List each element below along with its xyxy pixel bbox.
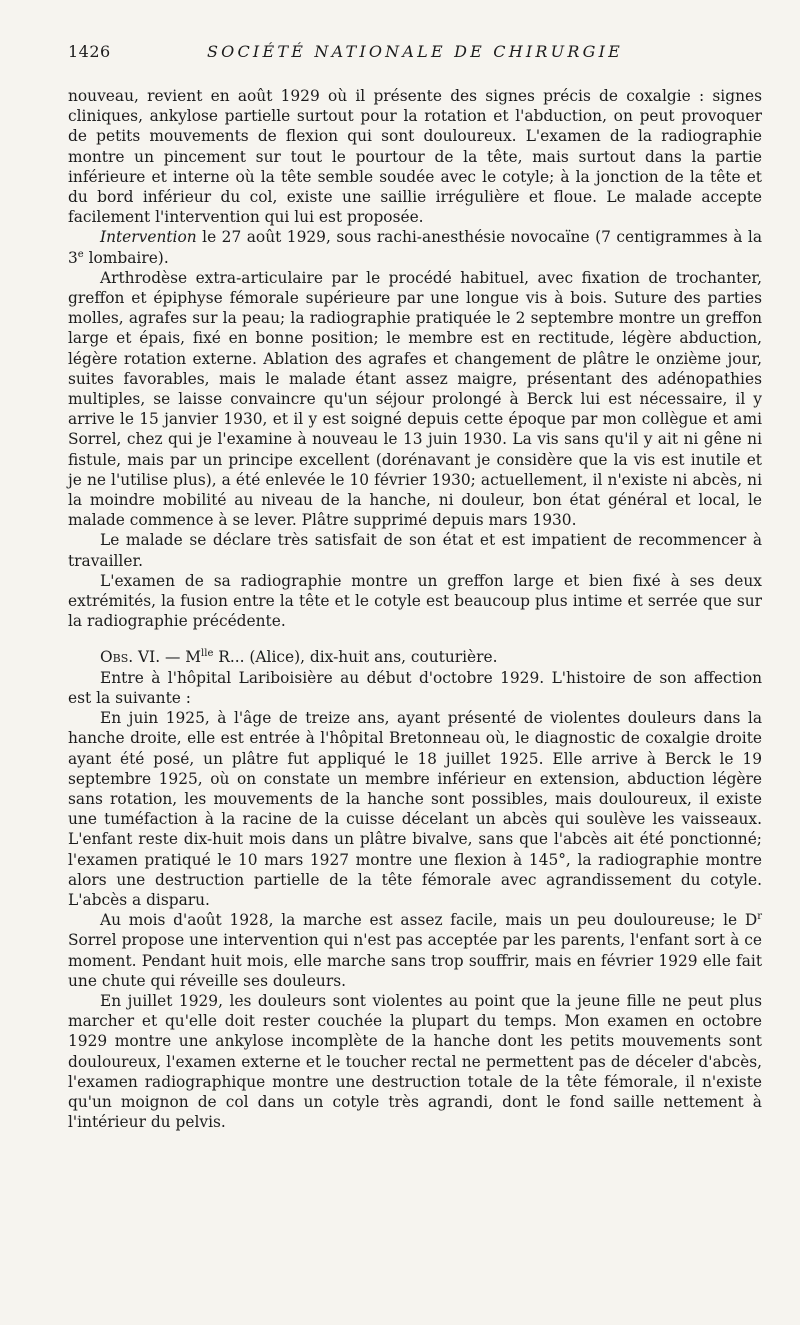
observation-label: Obs. VI.	[100, 648, 161, 667]
observation-text-b: R... (Alice), dix-huit ans, couturière.	[213, 648, 498, 667]
marche-text-a: Au mois d'août 1928, la marche est assez facile, mais un peu douloureuse; le D	[100, 911, 758, 930]
intervention-sup: e	[77, 248, 84, 260]
running-title: SOCIÉTÉ NATIONALE DE CHIRURGIE	[207, 42, 623, 61]
paragraph-entree: Entre à l'hôpital Lariboisière au début d'octobre 1929. L'histoire de son affection est la suivante :	[68, 668, 762, 707]
marche-text-b: Sorrel propose une intervention qui n'est pas acceptée par les parents, l'enfant sort à ce moment. Pendant huit mois, elle marche sans trop souffrir, mais en février 1929 elle fait une chute qui réveille ses douleurs.	[68, 931, 762, 990]
observation-heading	[68, 647, 762, 667]
paragraph-radiographie: L'examen de sa radiographie montre un greffon large et bien fixé à ses deux extrémités, la fusion entre la tête et le cotyle est beaucoup plus intime et serrée que sur la radiographie précédente.	[68, 571, 762, 631]
paragraph-historique: En juin 1925, à l'âge de treize ans, ayant présenté de violentes douleurs dans la hanche droite, elle est entrée à l'hôpital Bretonneau où, le diagnostic de coxalgie droite ayant été posé, un plâtre fut appliqué le 18 juillet 1925. Elle arrive à Berck le 19 septembre 1925, où on constate un membre inférieur en extension, abduction légère sans rotation, les mouvements de la hanche sont possibles, mais douloureux, il existe une tuméfaction à la racine de la cuisse décelant un abcès qui soulève les vaisseaux. L'enfant reste dix-huit mois dans un plâtre bivalve, sans que l'abcès ait été ponctionné; l'examen pratiqué le 10 mars 1927 montre une flexion à 145°, la radiographie montre alors une destruction partielle de la tête fémorale avec agrandissement du cotyle. L'abcès a disparu.	[68, 709, 762, 909]
intervention-text-a: le 27 août 1929, sous rachi-anesthésie novocaïne (7 centigrammes à la 3	[68, 228, 762, 267]
paragraph-douleurs: En juillet 1929, les douleurs sont violentes au point que la jeune fille ne peut plus marcher et qu'elle doit rester couchée la plupart du temps. Mon examen en octobre 1929 montre une ankylose incomplète de la hanche dont les petits mouvements sont douloureux, l'examen externe et le toucher rectal ne permettent pas de déceler d'abcès, l'examen radiographique montre une destruction totale de la tête fémorale, il n'existe qu'un moignon de col dans un cotyle très agrandi, dont le fond saille nettement à l'intérieur du pelvis.	[68, 991, 762, 1132]
page-number: 1426	[68, 42, 111, 61]
paragraph-intervention	[68, 227, 762, 267]
paragraph-marche	[68, 910, 762, 991]
page-header	[68, 42, 762, 66]
observation-text-a: — M	[160, 648, 202, 667]
observation-sup: lle	[201, 648, 214, 660]
body-text	[68, 86, 762, 1132]
marche-sup: r	[757, 911, 762, 922]
intervention-label: Intervention	[100, 228, 197, 247]
paragraph-continuation: nouveau, revient en août 1929 où il présente des signes précis de coxalgie : signes cliniques, ankylose partielle surtout pour la rotation et l'abduction, on peut provoquer de petits mouvements de flexion qui sont douloureux. L'examen de la radiographie montre un pincement sur tout le pourtour de la tête, mais surtout dans la partie inférieure et interne où la tête semble soudée avec le cotyle; à la jonction de la tête et du bord inférieur du col, existe une saillie irrégulière et floue. Le malade accepte facilement l'intervention qui lui est proposée.	[68, 87, 762, 227]
intervention-text-b: lombaire).	[83, 248, 169, 267]
paragraph-arthrodese: Arthrodèse extra-articulaire par le procédé habituel, avec fixation de trochanter, greffon et épiphyse fémorale supérieure par une longue vis à bois. Suture des parties molles, agrafes sur la peau; la radiographie pratiquée le 2 septembre montre un greffon large et épais, fixé en bonne position; le membre est en rectitude, légère abduction, légère rotation externe. Ablation des agrafes et changement de plâtre le onzième jour, suites favorables, mais le malade étant assez maigre, présentant des adénopathies multiples, se laisse convaincre qu'un séjour prolongé à Berck lui est nécessaire, il y arrive le 15 janvier 1930, et il y est soigné depuis cette époque par mon collègue et ami Sorrel, chez qui je l'examine à nouveau le 13 juin 1930. La vis sans qu'il y ait ni gêne ni fistule, mais par un principe excellent (dorénavant je considère que la vis est inutile et je ne l'utilise plus), a été enlevée le 10 février 1930; actuellement, il n'existe ni abcès, ni la moindre mobilité au niveau de la hanche, ni douleur, bon état général et local, le malade commence à se lever. Plâtre supprimé depuis mars 1930.	[68, 268, 762, 530]
paragraph-satisfaction: Le malade se déclare très satisfait de son état et est impatient de recommencer à travailler.	[68, 531, 762, 570]
